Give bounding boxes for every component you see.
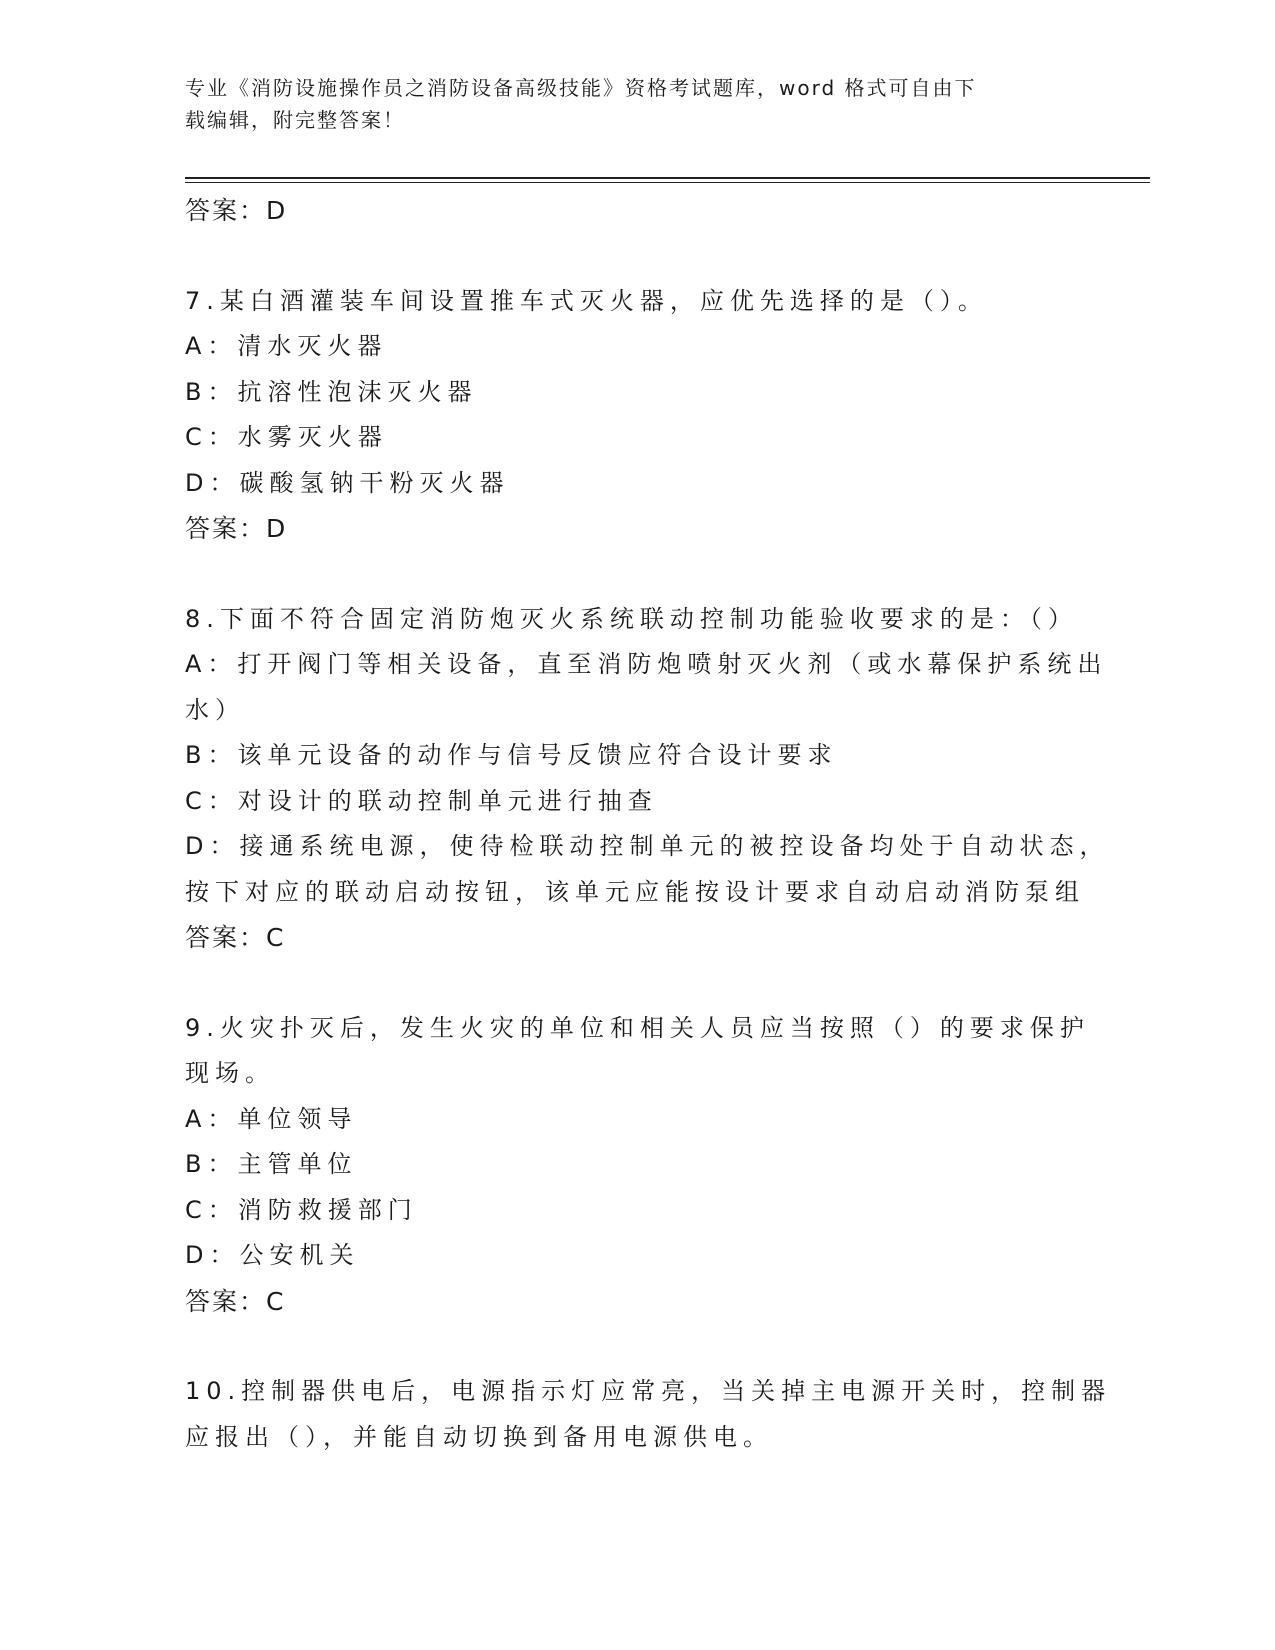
question-9	[185, 1006, 1090, 1325]
option-a: A：打开阀门等相关设备，直至消防炮喷射灭火剂（或水幕保护系统出	[185, 650, 1108, 678]
option-d: D：公安机关	[185, 1241, 360, 1269]
question-10	[185, 1369, 1112, 1460]
option-a: A：清水灭火器	[185, 332, 388, 360]
question-text-continued: 应报出（），并能自动切换到备用电源供电。	[185, 1422, 773, 1451]
question-text: 7.某白酒灌装车间设置推车式灭火器，应优先选择的是（）。	[185, 286, 988, 315]
option-a-continued: 水）	[185, 695, 245, 724]
option-d: D：接通系统电源，使待检联动控制单元的被控设备均处于自动状态，	[185, 832, 1110, 860]
option-a: A：单位领导	[185, 1104, 358, 1133]
answer: 答案：D	[185, 514, 288, 543]
answer: 答案：C	[185, 1286, 286, 1316]
question-text: 9.火灾扑灭后，发生火灾的单位和相关人员应当按照（）的要求保护	[185, 1013, 1090, 1042]
header-text-line-1: 专业《消防设施操作员之消防设备高级技能》资格考试题库，word 格式可自由下	[185, 76, 977, 100]
answer-previous: 答案：D	[185, 196, 288, 225]
question-text-continued: 现场。	[185, 1059, 275, 1087]
question-text: 8.下面不符合固定消防炮灭火系统联动控制功能验收要求的是：（）	[185, 604, 1078, 633]
option-c: C：对设计的联动控制单元进行抽查	[185, 786, 658, 815]
spacer	[185, 961, 1085, 1006]
answer: 答案：C	[185, 923, 286, 952]
option-d: D：碳酸氢钠干粉灭火器	[185, 468, 510, 497]
question-7	[185, 279, 1085, 552]
question-content	[185, 188, 1112, 1460]
spacer	[185, 234, 1085, 279]
option-b: B：主管单位	[185, 1150, 358, 1178]
option-c: C：消防救援部门	[185, 1195, 418, 1224]
header-rule-thin	[185, 182, 1150, 183]
spacer	[185, 1324, 1085, 1369]
option-b: B：抗溶性泡沫灭火器	[185, 377, 478, 406]
option-b: B：该单元设备的动作与信号反馈应符合设计要求	[185, 741, 838, 769]
question-8	[185, 597, 1110, 961]
spacer	[185, 552, 1085, 597]
option-c: C：水雾灭火器	[185, 423, 388, 451]
header-text-line-2: 载编辑，附完整答案！	[185, 108, 405, 132]
option-d-continued: 按下对应的联动启动按钮，该单元应能按设计要求自动启动消防泵组	[185, 877, 1085, 906]
header-rule-thick	[185, 177, 1150, 179]
question-text: 10.控制器供电后，电源指示灯应常亮，当关掉主电源开关时，控制器	[185, 1377, 1112, 1405]
